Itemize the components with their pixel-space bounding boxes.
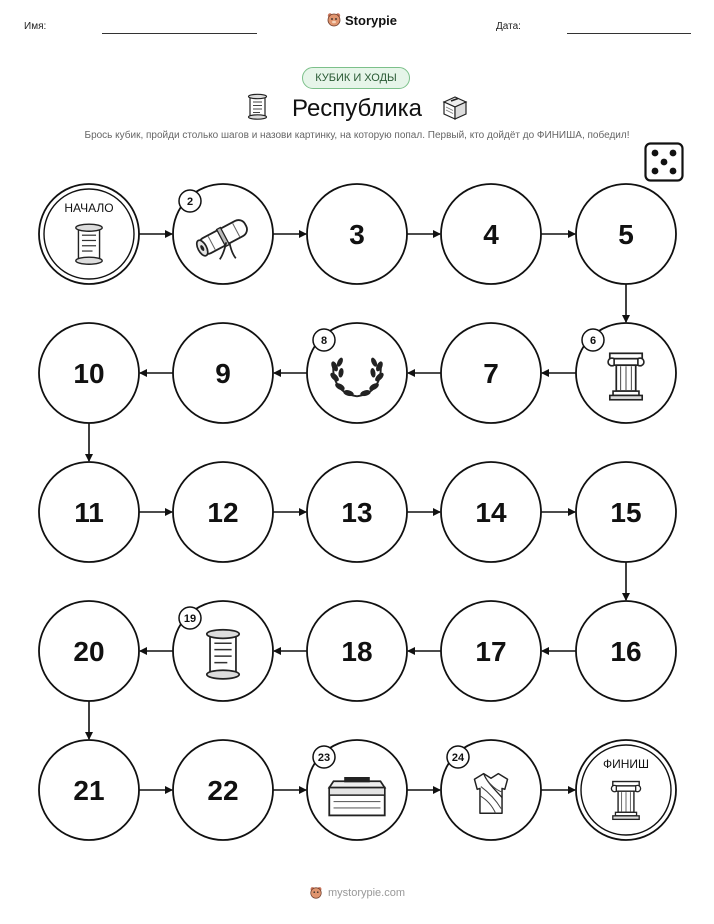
board-cell-6 — [576, 323, 676, 423]
cell-number: 16 — [610, 636, 642, 667]
name-label: Имя: — [24, 21, 47, 32]
cell-number: 18 — [341, 636, 373, 667]
cell-number: 20 — [73, 636, 105, 667]
instructions-text: Брось кубик, пройди столько шагов и назови картинку, на которую попал. Первый, кто дойдёт до ФИНИША, победил! — [84, 130, 630, 141]
finish-label: ФИНИШ — [602, 757, 650, 771]
cell-number: 4 — [483, 219, 499, 250]
cell-number: 13 — [341, 497, 373, 528]
ballot-box-icon — [329, 777, 384, 815]
board-cell-4 — [441, 184, 541, 284]
cell-badge-number: 23 — [317, 752, 331, 764]
board-cell-19 — [173, 601, 273, 701]
board-cell-12 — [173, 462, 273, 562]
start-cell — [39, 184, 139, 284]
board-cell-9 — [173, 323, 273, 423]
date-label: Дата: — [496, 21, 521, 32]
board-cell-13 — [307, 462, 407, 562]
board-cell-10 — [39, 323, 139, 423]
cell-badge-number: 24 — [451, 752, 465, 764]
board-cell-24 — [441, 740, 541, 840]
footer-site[interactable]: mystorypie.com — [327, 887, 406, 899]
cell-number: 21 — [73, 775, 105, 806]
cell-number: 9 — [215, 358, 231, 389]
cell-badge-number: 2 — [186, 196, 194, 208]
bear-mascot-icon — [309, 886, 323, 900]
board-cell-2 — [173, 184, 273, 284]
board-cell-8 — [307, 323, 407, 423]
board-cell-3 — [307, 184, 407, 284]
cell-number: 15 — [610, 497, 642, 528]
cell-number: 7 — [483, 358, 499, 389]
board-cell-11 — [39, 462, 139, 562]
cell-number: 12 — [207, 497, 239, 528]
activity-badge: КУБИК И ХОДЫ — [302, 67, 410, 89]
cell-number: 11 — [74, 497, 104, 528]
board-cell-22 — [173, 740, 273, 840]
footer — [0, 886, 714, 900]
cell-number: 22 — [207, 775, 239, 806]
board-cell-15 — [576, 462, 676, 562]
cell-number: 5 — [618, 219, 634, 250]
finish-cell — [576, 740, 676, 840]
board-cell-17 — [441, 601, 541, 701]
cell-number: 3 — [349, 219, 365, 250]
cell-number: 10 — [73, 358, 105, 389]
board-cell-7 — [441, 323, 541, 423]
board-cell-21 — [39, 740, 139, 840]
board-cell-14 — [441, 462, 541, 562]
cell-badge-number: 8 — [320, 335, 328, 347]
toga-icon — [474, 774, 507, 814]
board-cell-5 — [576, 184, 676, 284]
cell-number: 14 — [475, 497, 507, 528]
scroll-icon — [76, 224, 102, 264]
board-cell-20 — [39, 601, 139, 701]
cell-badge-number: 6 — [589, 335, 597, 347]
page-title: Республика — [291, 95, 423, 122]
scroll-icon — [207, 630, 239, 679]
brand-name: Storypie — [345, 12, 398, 28]
board-cell-23 — [307, 740, 407, 840]
cell-badge-number: 19 — [183, 613, 197, 625]
board-cell-18 — [307, 601, 407, 701]
board-cell-16 — [576, 601, 676, 701]
start-label: НАЧАЛО — [64, 201, 114, 215]
cell-number: 17 — [475, 636, 507, 667]
